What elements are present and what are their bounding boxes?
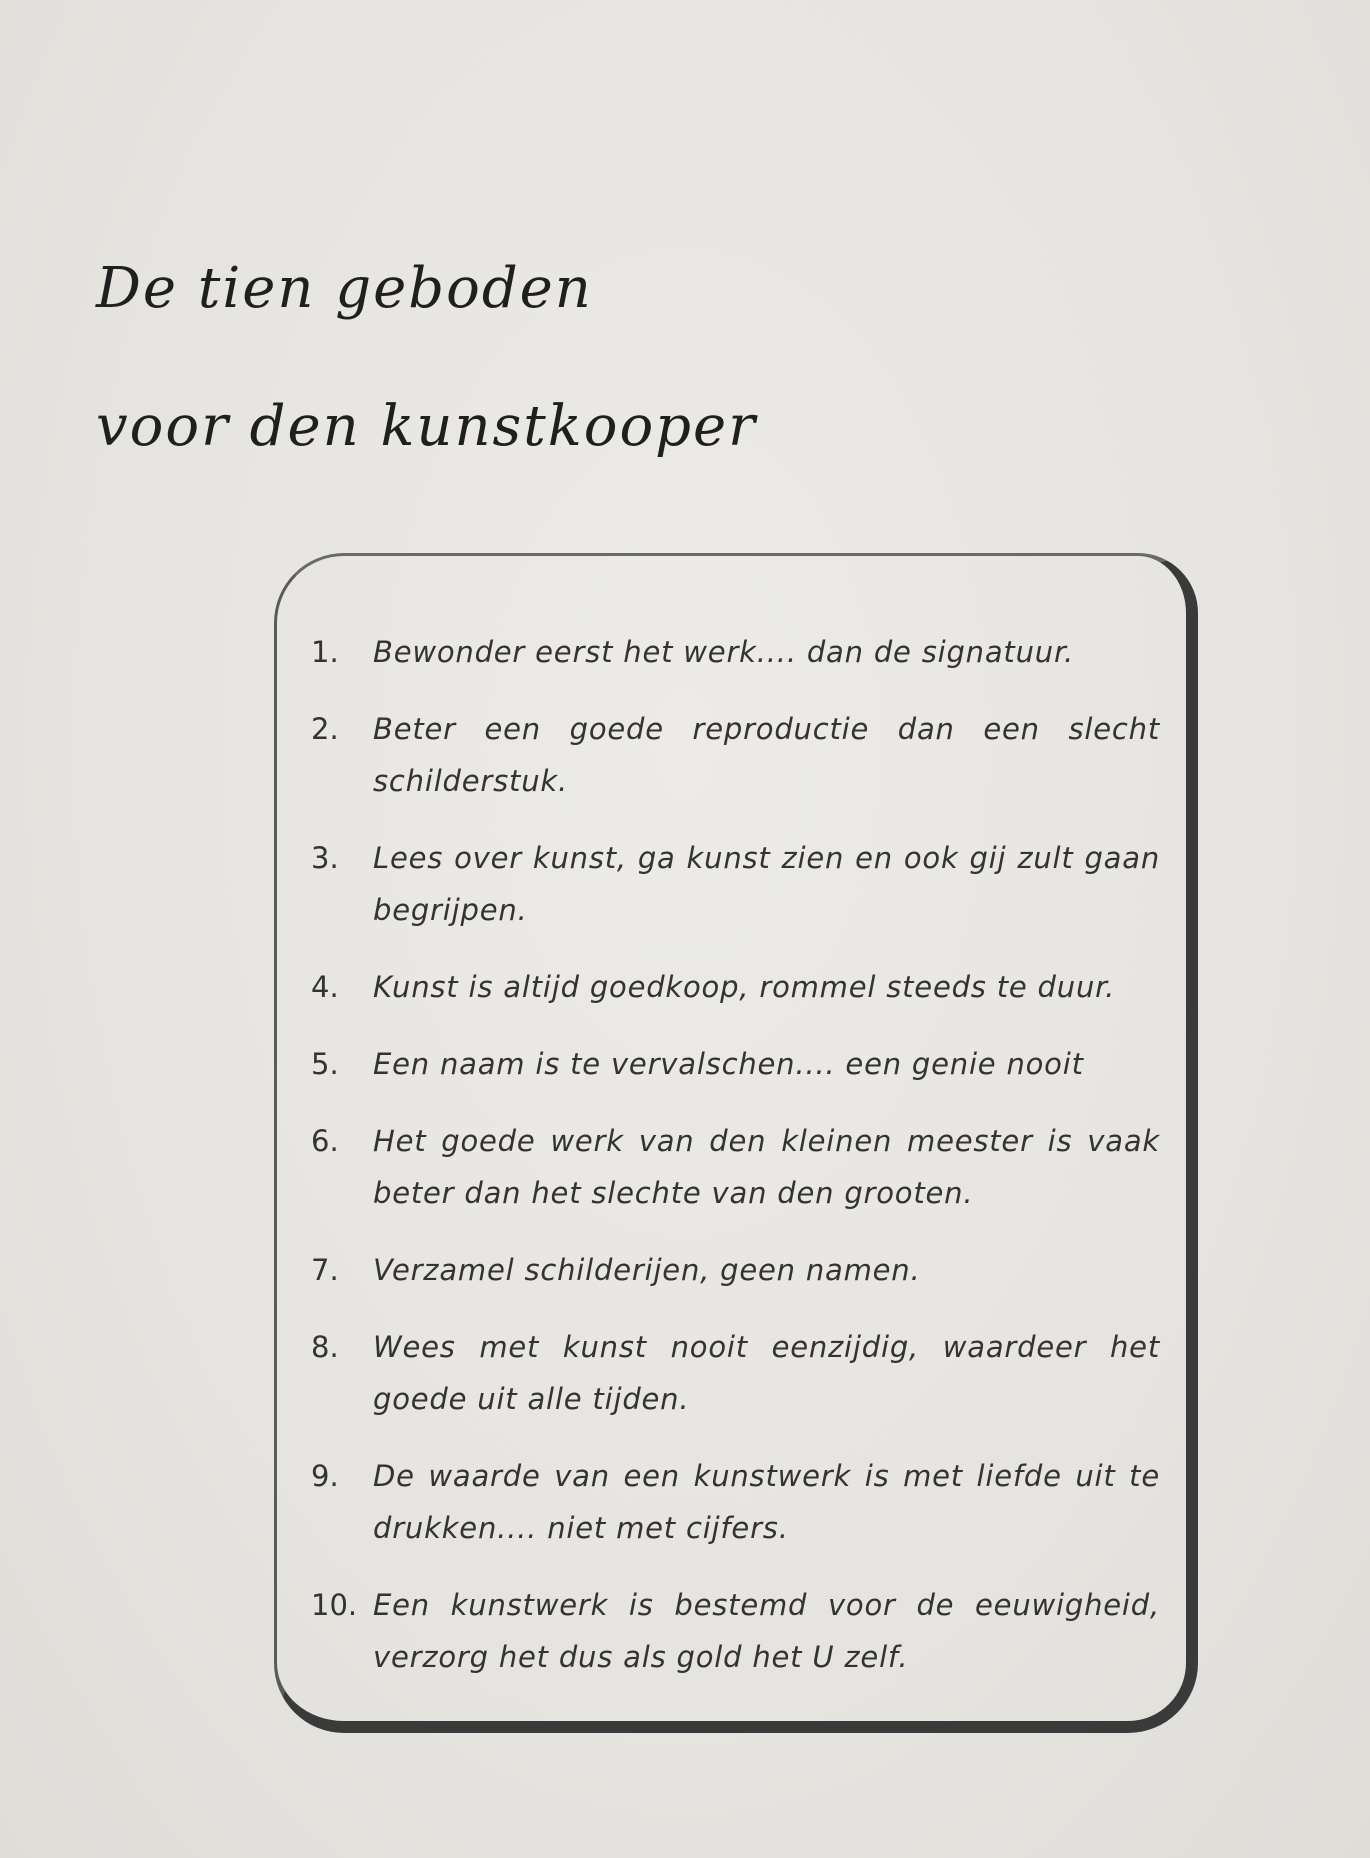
rule-number: 3. xyxy=(311,841,339,875)
rule-item-4 xyxy=(277,961,1186,1013)
rule-number: 5. xyxy=(311,1047,339,1081)
page-title xyxy=(96,220,757,496)
title-line-2: voor den kunstkooper xyxy=(96,394,757,459)
rule-number: 7. xyxy=(311,1253,339,1287)
title-line-1: De tien geboden xyxy=(96,256,593,321)
rule-number: 6. xyxy=(311,1124,339,1158)
rule-text: Het goede werk van den kleinen meester is vaak beter dan het slechte van den grooten. xyxy=(373,1124,1160,1210)
rule-number: 1. xyxy=(311,635,339,669)
rule-number: 8. xyxy=(311,1330,339,1364)
rule-text: Een naam is te vervalschen.... een genie nooit xyxy=(373,1047,1084,1081)
rule-item-10 xyxy=(277,1579,1186,1683)
rule-item-9 xyxy=(277,1450,1186,1554)
rule-number: 9. xyxy=(311,1459,339,1493)
rule-number: 10. xyxy=(311,1588,358,1622)
rule-item-5 xyxy=(277,1038,1186,1090)
rule-text: Kunst is altijd goedkoop, rommel steeds te duur. xyxy=(373,970,1116,1004)
rule-item-1 xyxy=(277,626,1186,678)
rules-frame xyxy=(274,553,1198,1733)
rule-item-6 xyxy=(277,1115,1186,1219)
rule-text: Verzamel schilderijen, geen namen. xyxy=(373,1253,921,1287)
rule-text: Een kunstwerk is bestemd voor de eeuwigheid, verzorg het dus als gold het U zelf. xyxy=(373,1588,1160,1674)
rule-text: De waarde van een kunstwerk is met liefde uit te drukken.... niet met cijfers. xyxy=(373,1459,1160,1545)
rule-number: 4. xyxy=(311,970,339,1004)
rule-text: Wees met kunst nooit eenzijdig, waardeer het goede uit alle tijden. xyxy=(373,1330,1160,1416)
rule-item-7 xyxy=(277,1244,1186,1296)
rule-item-8 xyxy=(277,1321,1186,1425)
rule-text: Bewonder eerst het werk.... dan de signatuur. xyxy=(373,635,1075,669)
rule-item-3 xyxy=(277,832,1186,936)
rule-item-2 xyxy=(277,703,1186,807)
rule-text: Lees over kunst, ga kunst zien en ook gij zult gaan begrijpen. xyxy=(373,841,1160,927)
rule-text: Beter een goede reproductie dan een slecht schilderstuk. xyxy=(373,712,1160,798)
rule-number: 2. xyxy=(311,712,339,746)
rules-list xyxy=(277,626,1186,1708)
